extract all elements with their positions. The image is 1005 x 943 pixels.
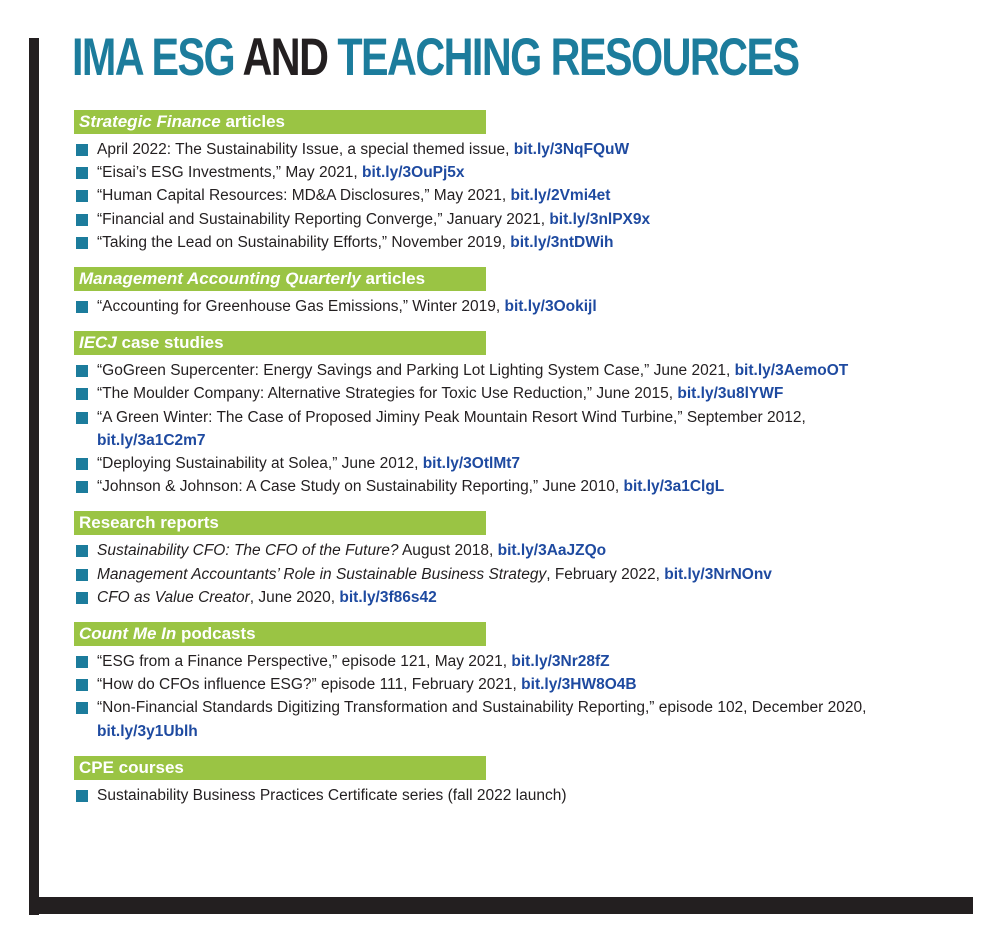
resource-link[interactable]: bit.ly/3y1Ublh (97, 722, 198, 740)
resource-list-item (74, 696, 974, 742)
square-bullet-icon (76, 458, 88, 470)
resource-list-item (74, 673, 974, 696)
resource-section (74, 622, 974, 743)
section-header-label: Research reports (79, 513, 219, 533)
resource-description: “The Moulder Company: Alternative Strategies for Toxic Use Reduction,” June 2015, (97, 385, 678, 403)
title-part-ima-esg: IMA ESG (72, 28, 243, 87)
resource-link[interactable]: bit.ly/2Vmi4et (510, 187, 611, 205)
square-bullet-icon (76, 167, 88, 179)
resource-description: Sustainability Business Practices Certificate series (fall 2022 launch) (97, 786, 567, 804)
bottom-border-rule (29, 897, 973, 914)
resource-list-item (74, 586, 974, 609)
square-bullet-icon (76, 545, 88, 557)
square-bullet-icon (76, 214, 88, 226)
page-title (72, 28, 798, 88)
resource-link[interactable]: bit.ly/3NqFQuW (513, 141, 630, 158)
resource-description: , February 2022, (546, 565, 665, 583)
resource-list (74, 650, 974, 743)
resource-description: “Deploying Sustainability at Solea,” June 2012, (97, 455, 423, 473)
section-header (74, 110, 486, 134)
square-bullet-icon (76, 412, 88, 424)
resource-description: “A Green Winter: The Case of Proposed Jiminy Peak Mountain Resort Wind Turbine,” September 2012, (97, 408, 806, 426)
section-header-label: articles (360, 269, 426, 289)
section-header-label: articles (220, 112, 285, 131)
resource-description: “Taking the Lead on Sustainability Efforts,” November 2019, (97, 233, 511, 251)
square-bullet-icon (76, 365, 88, 377)
resource-list-item (74, 138, 974, 161)
resource-list-item (74, 539, 974, 562)
section-header-label: CPE courses (79, 757, 184, 777)
section-header-italic: Count Me In (79, 624, 177, 644)
resource-list-item (74, 406, 974, 452)
resource-description: “Johnson & Johnson: A Case Study on Sustainability Reporting,” June 2010, (97, 478, 624, 496)
resource-list-item (74, 382, 974, 405)
square-bullet-icon (76, 656, 88, 668)
section-header-label: case studies (116, 333, 224, 353)
square-bullet-icon (76, 592, 88, 604)
resource-description: August 2018, (398, 542, 498, 560)
square-bullet-icon (76, 569, 88, 581)
resource-section (74, 756, 974, 807)
resource-link[interactable]: bit.ly/3OtlMt7 (422, 455, 521, 473)
section-header (74, 756, 486, 780)
left-border-rule (29, 38, 39, 915)
section-header (74, 622, 486, 646)
resource-list (74, 295, 974, 318)
resource-description: “How do CFOs influence ESG?” episode 111, February 2021, (97, 676, 522, 694)
resource-description: “Accounting for Greenhouse Gas Emissions,” Winter 2019, (97, 298, 505, 316)
resource-link[interactable]: bit.ly/3Nr28fZ (511, 653, 610, 671)
resource-link[interactable]: bit.ly/3nlPX9x (549, 210, 651, 228)
resource-list-item (74, 563, 974, 586)
square-bullet-icon (76, 388, 88, 400)
resource-description: “Financial and Sustainability Reporting Converge,” January 2021, (97, 210, 550, 228)
resource-section (74, 110, 974, 254)
resource-list-item (74, 784, 974, 807)
resource-list (74, 359, 974, 498)
resource-link[interactable]: bit.ly/3AaJZQo (497, 542, 607, 560)
resource-link[interactable]: bit.ly/3a1ClgL (623, 478, 725, 496)
resource-list-item (74, 452, 974, 475)
resource-link[interactable]: bit.ly/3a1C2m7 (97, 431, 206, 449)
resource-section (74, 511, 974, 609)
section-header-italic: Management Accounting Quarterly (79, 269, 361, 289)
resource-list-item (74, 359, 974, 382)
resource-description: “Non-Financial Standards Digitizing Transformation and Sustainability Reporting,” episode 102, December 2020, (97, 699, 867, 717)
resource-list-item (74, 475, 974, 498)
resource-link[interactable]: bit.ly/3HW8O4B (521, 676, 637, 694)
resource-title-italic: CFO as Value Creator (97, 588, 250, 606)
resource-list-item (74, 184, 974, 207)
square-bullet-icon (76, 481, 88, 493)
resource-title-italic: Sustainability CFO: The CFO of the Future? (97, 542, 399, 560)
resource-link[interactable]: bit.ly/3f86s42 (339, 588, 437, 606)
resource-list-item (74, 161, 974, 184)
resource-link[interactable]: bit.ly/3u8lYWF (677, 385, 784, 403)
section-header (74, 267, 486, 291)
resource-description: “Human Capital Resources: MD&A Disclosures,” May 2021, (97, 187, 511, 205)
section-header (74, 511, 486, 535)
resource-description: “GoGreen Supercenter: Energy Savings and Parking Lot Lighting System Case,” June 2021, (97, 362, 735, 380)
square-bullet-icon (76, 702, 88, 714)
section-header-italic: IECJ (79, 333, 117, 353)
square-bullet-icon (76, 144, 88, 156)
square-bullet-icon (76, 190, 88, 202)
section-header-label: podcasts (176, 624, 256, 644)
resource-list (74, 784, 974, 807)
resource-list (74, 539, 974, 609)
resource-list-item (74, 208, 974, 231)
resource-list-item (74, 650, 974, 673)
section-header-italic: Strategic Finance (79, 112, 221, 131)
resource-link[interactable]: bit.ly/3Ookijl (504, 298, 597, 316)
resource-title-italic: Management Accountants’ Role in Sustainable Business Strategy (97, 565, 547, 583)
square-bullet-icon (76, 237, 88, 249)
resource-sections (74, 110, 974, 820)
resource-link[interactable]: bit.ly/3OuPj5x (362, 164, 465, 182)
resource-description: “ESG from a Finance Perspective,” episode 121, May 2021, (97, 653, 512, 671)
square-bullet-icon (76, 790, 88, 802)
resource-link[interactable]: bit.ly/3AemoOT (734, 362, 849, 380)
resource-link[interactable]: bit.ly/3ntDWih (510, 233, 614, 251)
resource-description: , June 2020, (249, 588, 340, 606)
resource-link[interactable]: bit.ly/3NrNOnv (664, 565, 772, 583)
resource-description: April 2022: The Sustainability Issue, a special themed issue, (97, 141, 514, 158)
title-part-teaching-resources: TEACHING RESOURCES (337, 28, 799, 87)
resource-section (74, 267, 974, 318)
title-part-and: AND (242, 28, 338, 87)
resource-list-item (74, 295, 974, 318)
section-header (74, 331, 486, 355)
square-bullet-icon (76, 679, 88, 691)
resource-list-item (74, 231, 974, 254)
resource-section (74, 331, 974, 498)
resource-list (74, 138, 974, 254)
square-bullet-icon (76, 301, 88, 313)
resource-description: “Eisai’s ESG Investments,” May 2021, (97, 164, 363, 182)
